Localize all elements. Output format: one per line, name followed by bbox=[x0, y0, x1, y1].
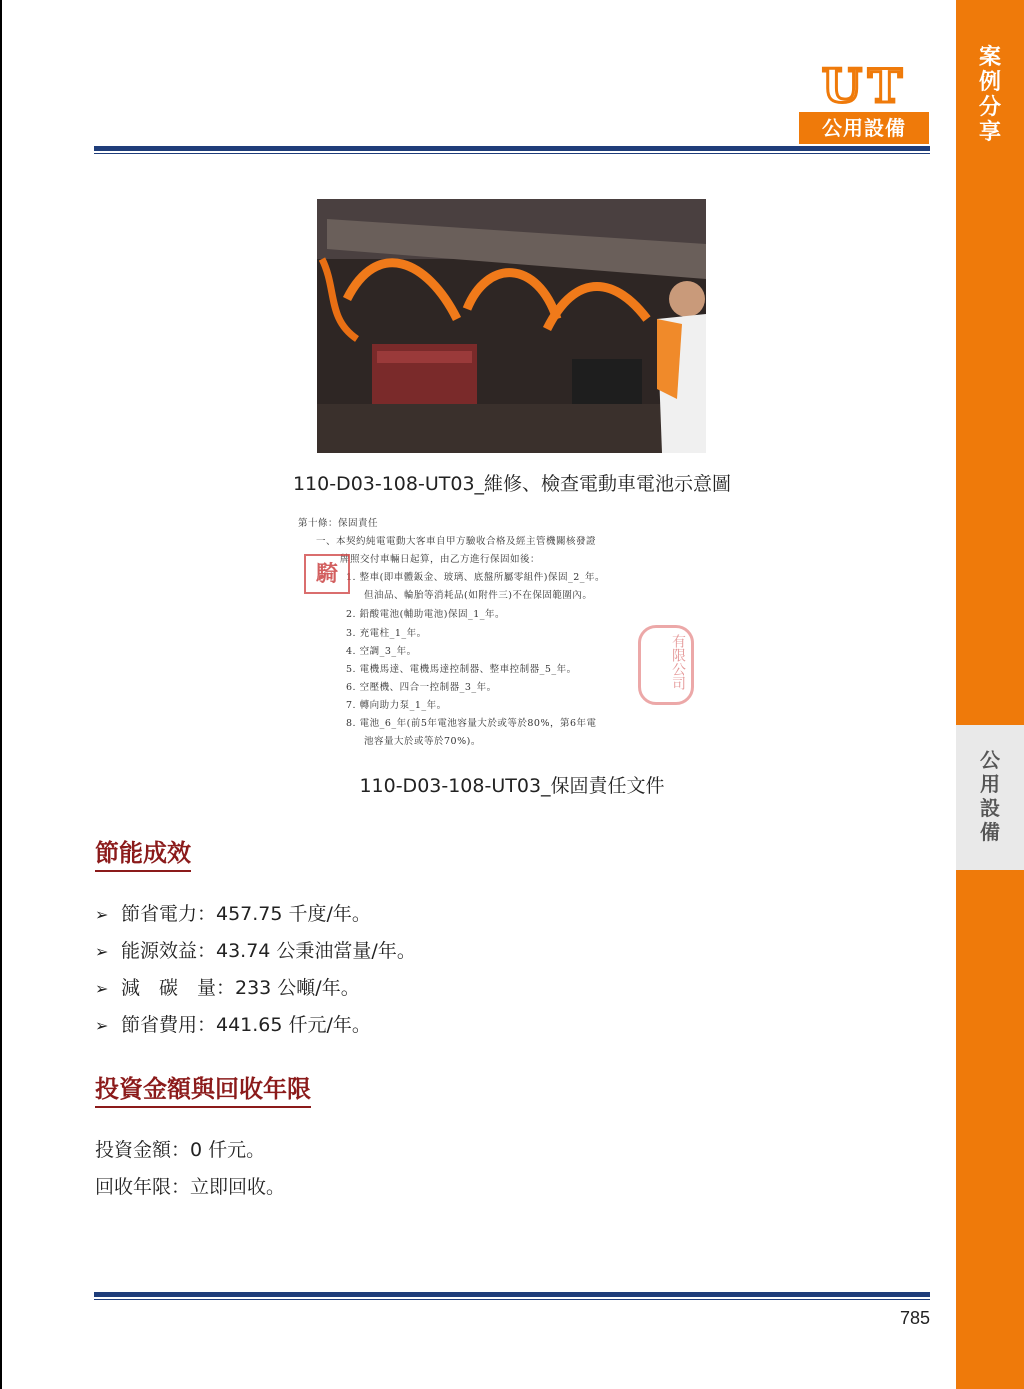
red-seal-stamp: 騎 bbox=[304, 554, 350, 594]
side-tab-char: 享 bbox=[978, 120, 1001, 145]
investment-heading: 投資金額與回收年限 bbox=[95, 1074, 311, 1108]
doc-line: 一、本契約純電電動大客車自甲方驗收合格及經主管機關核發證 bbox=[316, 536, 597, 547]
doc-line: 牌照交付車輛日起算，由乙方進行保固如後： bbox=[340, 554, 541, 565]
arrow-bullet-icon: ➢ bbox=[95, 942, 109, 961]
side-tab-char: 案 bbox=[978, 45, 1001, 70]
side-tab-char: 設 bbox=[980, 796, 1000, 820]
list-item-text: 節省費用：441.65 仟元/年。 bbox=[121, 1014, 371, 1036]
doc-line: 池容量大於或等於70%)。 bbox=[364, 736, 481, 747]
list-item-text: 節省電力：457.75 千度/年。 bbox=[121, 903, 371, 925]
doc-line: 6. 空壓機、四合一控制器_3_年。 bbox=[346, 682, 497, 693]
side-tab-char: 備 bbox=[980, 820, 1000, 844]
battery-maintenance-photo bbox=[317, 199, 706, 453]
page-left-border bbox=[0, 0, 2, 1389]
doc-line: 但油品、輪胎等消耗品(如附件三)不在保固範圍內。 bbox=[364, 590, 593, 601]
list-item-text: 減 碳 量：233 公噸/年。 bbox=[121, 977, 360, 999]
list-item-text: 能源效益：43.74 公秉油當量/年。 bbox=[121, 940, 416, 962]
page-number: 785 bbox=[899, 1308, 930, 1328]
arrow-bullet-icon: ➢ bbox=[95, 1016, 109, 1035]
doc-line: 4. 空調_3_年。 bbox=[346, 646, 417, 657]
doc-line: 3. 充電柱_1_年。 bbox=[346, 628, 427, 639]
doc-line: 8. 電池_6_年(前5年電池容量大於或等於80%，第6年電 bbox=[346, 718, 597, 729]
doc-line: 5. 電機馬達、電機馬達控制器、整車控制器_5_年。 bbox=[346, 664, 577, 675]
side-tab-char: 公 bbox=[980, 748, 1000, 772]
footer-rule bbox=[94, 1292, 930, 1300]
company-seal-stamp: 有限公司 bbox=[638, 625, 694, 705]
list-item bbox=[95, 936, 416, 963]
list-item bbox=[95, 899, 371, 926]
side-tab-char: 用 bbox=[980, 772, 1000, 796]
payback-period: 回收年限：立即回收。 bbox=[95, 1176, 286, 1198]
ut-logo-text: UT bbox=[821, 64, 909, 108]
side-tab-char: 分 bbox=[978, 95, 1001, 120]
doc-line: 2. 鉛酸電池(輔助電池)保固_1_年。 bbox=[346, 609, 506, 620]
document-caption: 110-D03-108-UT03_保固責任文件 bbox=[359, 775, 665, 797]
category-badge: 公用設備 bbox=[799, 112, 929, 144]
doc-line: 7. 轉向助力泵_1_年。 bbox=[346, 700, 447, 711]
photo-caption: 110-D03-108-UT03_維修、檢查電動車電池示意圖 bbox=[292, 473, 732, 495]
header-rule bbox=[94, 146, 930, 154]
energy-saving-heading: 節能成效 bbox=[95, 838, 191, 872]
ut-logo bbox=[803, 64, 927, 108]
warranty-document-scan bbox=[290, 507, 690, 752]
side-tab-case-share[interactable] bbox=[956, 45, 1024, 145]
arrow-bullet-icon: ➢ bbox=[95, 905, 109, 924]
doc-line: 第十條：保固責任 bbox=[298, 518, 379, 529]
list-item bbox=[95, 973, 360, 1000]
list-item bbox=[95, 1010, 371, 1037]
investment-amount: 投資金額：0 仟元。 bbox=[95, 1139, 266, 1161]
arrow-bullet-icon: ➢ bbox=[95, 979, 109, 998]
side-tab-char: 例 bbox=[978, 70, 1001, 95]
doc-line: 1. 整車(即車體鈑金、玻璃、底盤所屬零組件)保固_2_年。 bbox=[346, 572, 606, 583]
side-tab-bar bbox=[956, 0, 1024, 1389]
